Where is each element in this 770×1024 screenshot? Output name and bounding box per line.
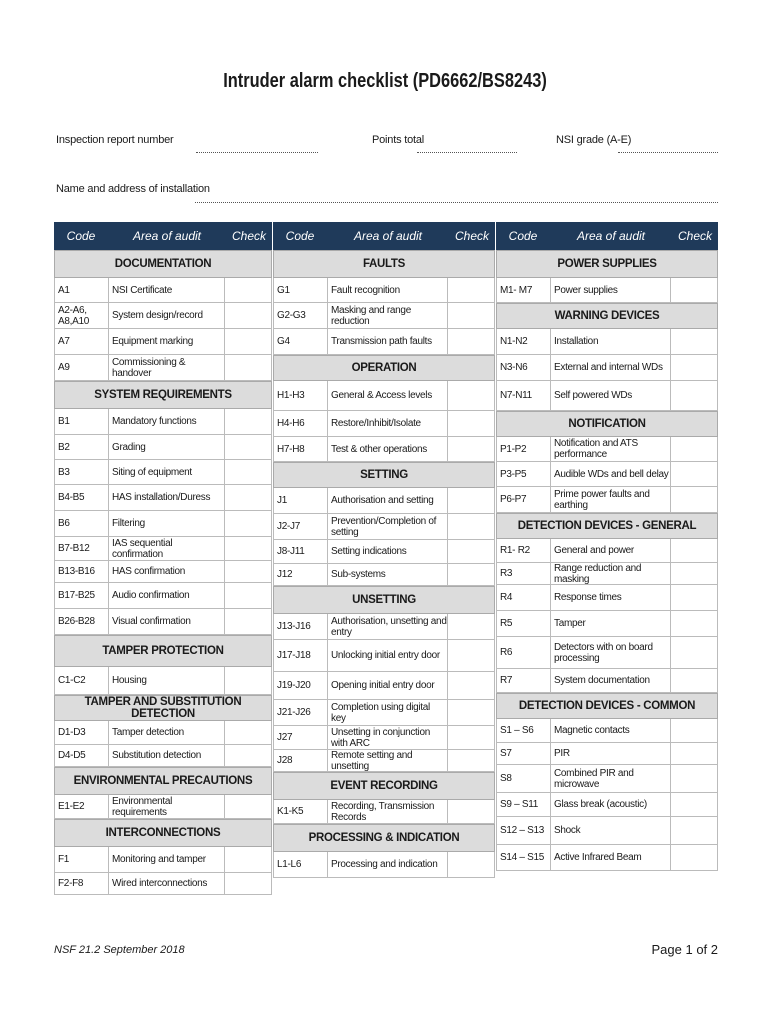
- section-heading: SYSTEM REQUIREMENTS: [54, 381, 272, 409]
- name-address-field[interactable]: [195, 202, 718, 203]
- checklist-row: [54, 745, 272, 767]
- checklist-column-2: [273, 222, 495, 878]
- row-area: Transmission path faults: [328, 329, 448, 354]
- checklist-row: [496, 585, 718, 611]
- row-code: D4-D5: [55, 745, 109, 766]
- row-check-box[interactable]: [448, 750, 494, 771]
- row-code: H1-H3: [274, 381, 328, 410]
- row-code: R4: [497, 585, 551, 610]
- row-check-box[interactable]: [671, 669, 717, 692]
- row-code: B17-B25: [55, 583, 109, 608]
- column-header: [273, 222, 495, 250]
- header-check: Check: [677, 229, 712, 243]
- checklist-row: [273, 750, 495, 772]
- row-area: Visual confirmation: [109, 609, 225, 634]
- checklist-row: [273, 540, 495, 564]
- row-check-box[interactable]: [225, 435, 271, 459]
- row-check-box[interactable]: [225, 485, 271, 510]
- row-check-box[interactable]: [448, 488, 494, 513]
- row-check-box[interactable]: [671, 793, 717, 816]
- checklist-row: [54, 873, 272, 895]
- row-check-box[interactable]: [448, 278, 494, 302]
- row-code: B6: [55, 511, 109, 536]
- checklist-row: [496, 539, 718, 563]
- checklist-row: [496, 793, 718, 817]
- row-check-box[interactable]: [448, 411, 494, 436]
- row-check-box[interactable]: [225, 583, 271, 608]
- section-heading: PROCESSING & INDICATION: [273, 824, 495, 852]
- checklist-row: [54, 511, 272, 537]
- row-check-box[interactable]: [671, 563, 717, 584]
- row-area: Siting of equipment: [109, 460, 225, 484]
- checklist-row: [273, 672, 495, 700]
- row-check-box[interactable]: [448, 540, 494, 563]
- checklist-row: [273, 514, 495, 540]
- checklist-row: [496, 355, 718, 381]
- row-code: J17-J18: [274, 640, 328, 671]
- row-check-box[interactable]: [448, 514, 494, 539]
- checklist-row: [54, 485, 272, 511]
- checklist-row: [273, 381, 495, 411]
- header-code: Code: [508, 229, 538, 243]
- row-code: H4-H6: [274, 411, 328, 436]
- row-code: H7-H8: [274, 437, 328, 461]
- row-code: G1: [274, 278, 328, 302]
- row-code: B3: [55, 460, 109, 484]
- section-heading: FAULTS: [273, 250, 495, 278]
- row-code: S12 – S13: [497, 817, 551, 844]
- row-code: K1-K5: [274, 800, 328, 823]
- row-check-box[interactable]: [671, 437, 717, 461]
- row-check-box[interactable]: [448, 381, 494, 410]
- row-area: External and internal WDs: [551, 355, 671, 380]
- checklist-row: [496, 462, 718, 487]
- checklist-row: [496, 845, 718, 871]
- row-check-box[interactable]: [448, 614, 494, 639]
- row-area: Completion using digital key: [328, 700, 448, 725]
- row-check-box[interactable]: [225, 847, 271, 872]
- checklist-row: [54, 795, 272, 819]
- row-area: NSI Certificate: [109, 278, 225, 302]
- row-area: Unlocking initial entry door: [328, 640, 448, 671]
- row-check-box[interactable]: [671, 487, 717, 512]
- section-heading: POWER SUPPLIES: [496, 250, 718, 278]
- header-code: Code: [66, 229, 96, 243]
- row-area: Tamper: [551, 611, 671, 636]
- row-area: Remote setting and unsetting: [328, 750, 448, 771]
- section-heading: ENVIRONMENTAL PRECAUTIONS: [54, 767, 272, 795]
- row-area: System documentation: [551, 669, 671, 692]
- row-check-box[interactable]: [448, 640, 494, 671]
- checklist-row: [54, 460, 272, 485]
- row-area: Filtering: [109, 511, 225, 536]
- row-check-box[interactable]: [225, 667, 271, 694]
- row-code: S1 – S6: [497, 719, 551, 742]
- inspection-report-field[interactable]: [196, 152, 318, 153]
- header-check: Check: [454, 229, 489, 243]
- row-code: R1- R2: [497, 539, 551, 562]
- footer-page-number: Page 1 of 2: [651, 942, 718, 957]
- row-area: Wired interconnections: [109, 873, 225, 894]
- row-code: R3: [497, 563, 551, 584]
- row-check-box[interactable]: [671, 817, 717, 844]
- row-check-box[interactable]: [671, 462, 717, 486]
- checklist-row: [273, 488, 495, 514]
- row-area: Power supplies: [551, 278, 671, 302]
- row-code: J12: [274, 564, 328, 585]
- row-area: Audio confirmation: [109, 583, 225, 608]
- section-heading: DETECTION DEVICES - GENERAL: [496, 513, 718, 539]
- row-code: N7-N11: [497, 381, 551, 410]
- row-check-box[interactable]: [671, 611, 717, 636]
- row-area: Setting indications: [328, 540, 448, 563]
- column-header: [496, 222, 718, 250]
- row-area: Unsetting in conjunction with ARC: [328, 726, 448, 749]
- row-check-box[interactable]: [671, 329, 717, 354]
- row-code: C1-C2: [55, 667, 109, 694]
- row-area: Environmental requirements: [109, 795, 225, 818]
- row-code: J13-J16: [274, 614, 328, 639]
- checklist-row: [273, 640, 495, 672]
- row-code: B7-B12: [55, 537, 109, 560]
- header-area: Area of audit: [576, 229, 646, 243]
- row-check-box[interactable]: [225, 303, 271, 328]
- row-code: N1-N2: [497, 329, 551, 354]
- row-code: D1-D3: [55, 721, 109, 744]
- row-check-box[interactable]: [448, 700, 494, 725]
- checklist-row: [496, 669, 718, 693]
- row-area: Audible WDs and bell delay: [551, 462, 671, 486]
- section-heading: SETTING: [273, 462, 495, 488]
- section-heading: TAMPER AND SUBSTITUTION DETECTION: [54, 695, 272, 721]
- checklist-row: [273, 278, 495, 303]
- checklist-row: [496, 278, 718, 303]
- checklist-row: [496, 611, 718, 637]
- nsi-grade-field[interactable]: [618, 152, 718, 153]
- row-check-box[interactable]: [671, 719, 717, 742]
- row-code: F2-F8: [55, 873, 109, 894]
- row-code: A7: [55, 329, 109, 354]
- checklist-row: [54, 537, 272, 561]
- checklist-row: [496, 817, 718, 845]
- row-check-box[interactable]: [448, 800, 494, 823]
- row-area: Combined PIR and microwave: [551, 765, 671, 792]
- checklist-row: [54, 409, 272, 435]
- row-check-box[interactable]: [448, 852, 494, 877]
- row-area: Response times: [551, 585, 671, 610]
- row-check-box[interactable]: [671, 743, 717, 764]
- row-check-box[interactable]: [671, 278, 717, 302]
- checklist-row: [54, 667, 272, 695]
- checklist-row: [273, 411, 495, 437]
- checklist-row: [273, 303, 495, 329]
- section-heading: TAMPER PROTECTION: [54, 635, 272, 667]
- checklist-row: [54, 583, 272, 609]
- header-area: Area of audit: [353, 229, 423, 243]
- row-code: S9 – S11: [497, 793, 551, 816]
- row-code: J27: [274, 726, 328, 749]
- row-code: B26-B28: [55, 609, 109, 634]
- row-area: PIR: [551, 743, 671, 764]
- row-area: Self powered WDs: [551, 381, 671, 410]
- row-area: Mandatory functions: [109, 409, 225, 434]
- row-code: A9: [55, 355, 109, 380]
- checklist-row: [496, 743, 718, 765]
- row-area: Tamper detection: [109, 721, 225, 744]
- row-area: Notification and ATS performance: [551, 437, 671, 461]
- row-area: HAS installation/Duress: [109, 485, 225, 510]
- row-check-box[interactable]: [671, 845, 717, 870]
- checklist-row: [273, 329, 495, 355]
- row-check-box[interactable]: [448, 303, 494, 328]
- points-total-label: Points total: [372, 134, 425, 146]
- points-total-field[interactable]: [417, 152, 517, 153]
- row-check-box[interactable]: [225, 329, 271, 354]
- row-area: General & Access levels: [328, 381, 448, 410]
- row-code: S14 – S15: [497, 845, 551, 870]
- checklist-row: [273, 700, 495, 726]
- header-area: Area of audit: [132, 229, 202, 243]
- row-code: M1- M7: [497, 278, 551, 302]
- row-code: L1-L6: [274, 852, 328, 877]
- row-area: Detectors with on board processing: [551, 637, 671, 668]
- row-check-box[interactable]: [225, 795, 271, 818]
- checklist-row: [496, 329, 718, 355]
- row-area: Monitoring and tamper: [109, 847, 225, 872]
- row-code: E1-E2: [55, 795, 109, 818]
- row-area: Installation: [551, 329, 671, 354]
- section-heading: UNSETTING: [273, 586, 495, 614]
- checklist-row: [54, 609, 272, 635]
- row-check-box[interactable]: [448, 564, 494, 585]
- row-code: J8-J11: [274, 540, 328, 563]
- row-code: P3-P5: [497, 462, 551, 486]
- row-check-box[interactable]: [225, 745, 271, 766]
- row-area: Housing: [109, 667, 225, 694]
- row-code: A1: [55, 278, 109, 302]
- row-check-box[interactable]: [671, 765, 717, 792]
- row-area: Prevention/Completion of setting: [328, 514, 448, 539]
- row-area: Grading: [109, 435, 225, 459]
- row-code: B2: [55, 435, 109, 459]
- row-code: N3-N6: [497, 355, 551, 380]
- row-check-box[interactable]: [225, 537, 271, 560]
- row-code: J2-J7: [274, 514, 328, 539]
- row-code: S8: [497, 765, 551, 792]
- row-code: P6-P7: [497, 487, 551, 512]
- row-code: S7: [497, 743, 551, 764]
- row-check-box[interactable]: [225, 873, 271, 894]
- checklist-row: [54, 847, 272, 873]
- row-code: J19-J20: [274, 672, 328, 699]
- checklist-row: [54, 278, 272, 303]
- row-code: J28: [274, 750, 328, 771]
- checklist-row: [496, 437, 718, 462]
- section-heading: OPERATION: [273, 355, 495, 381]
- checklist-row: [496, 765, 718, 793]
- section-heading: DOCUMENTATION: [54, 250, 272, 278]
- checklist-row: [54, 303, 272, 329]
- header-code: Code: [285, 229, 315, 243]
- row-code: R6: [497, 637, 551, 668]
- checklist-row: [273, 564, 495, 586]
- section-heading: DETECTION DEVICES - COMMON: [496, 693, 718, 719]
- checklist-row: [273, 800, 495, 824]
- row-area: Active Infrared Beam: [551, 845, 671, 870]
- checklist-row: [54, 329, 272, 355]
- row-area: Authorisation and setting: [328, 488, 448, 513]
- row-code: P1-P2: [497, 437, 551, 461]
- section-heading: NOTIFICATION: [496, 411, 718, 437]
- row-area: Authorisation, unsetting and entry: [328, 614, 448, 639]
- row-check-box[interactable]: [671, 585, 717, 610]
- row-code: G4: [274, 329, 328, 354]
- document-title: Intruder alarm checklist (PD6662/BS8243): [223, 70, 547, 92]
- checklist-row: [273, 614, 495, 640]
- nsi-grade-label: NSI grade (A-E): [556, 134, 632, 146]
- row-check-box[interactable]: [225, 355, 271, 380]
- section-heading: INTERCONNECTIONS: [54, 819, 272, 847]
- row-code: B13-B16: [55, 561, 109, 582]
- row-code: B4-B5: [55, 485, 109, 510]
- row-check-box[interactable]: [671, 381, 717, 410]
- row-check-box[interactable]: [448, 437, 494, 461]
- checklist-row: [496, 637, 718, 669]
- row-area: Recording, Transmission Records: [328, 800, 448, 823]
- row-check-box[interactable]: [225, 409, 271, 434]
- checklist-row: [496, 487, 718, 513]
- checklist-row: [273, 852, 495, 878]
- row-code: B1: [55, 409, 109, 434]
- row-area: Restore/Inhibit/Isolate: [328, 411, 448, 436]
- row-area: Glass break (acoustic): [551, 793, 671, 816]
- row-check-box[interactable]: [671, 355, 717, 380]
- checklist-row: [54, 721, 272, 745]
- row-check-box[interactable]: [225, 511, 271, 536]
- checklist-row: [496, 563, 718, 585]
- row-check-box[interactable]: [225, 609, 271, 634]
- checklist-row: [273, 726, 495, 750]
- row-check-box[interactable]: [225, 721, 271, 744]
- row-area: Substitution detection: [109, 745, 225, 766]
- row-code: R7: [497, 669, 551, 692]
- row-code: G2-G3: [274, 303, 328, 328]
- row-area: Equipment marking: [109, 329, 225, 354]
- row-check-box[interactable]: [225, 460, 271, 484]
- inspection-report-label: Inspection report number: [56, 134, 174, 146]
- row-check-box[interactable]: [225, 278, 271, 302]
- row-code: J1: [274, 488, 328, 513]
- column-header: [54, 222, 272, 250]
- row-check-box[interactable]: [225, 561, 271, 582]
- row-area: Shock: [551, 817, 671, 844]
- checklist-row: [54, 355, 272, 381]
- checklist-column-3: [496, 222, 718, 871]
- checklist-column-1: [54, 222, 272, 895]
- row-check-box[interactable]: [671, 637, 717, 668]
- row-area: Sub-systems: [328, 564, 448, 585]
- row-area: HAS confirmation: [109, 561, 225, 582]
- row-area: Masking and range reduction: [328, 303, 448, 328]
- section-heading: EVENT RECORDING: [273, 772, 495, 800]
- row-area: General and power: [551, 539, 671, 562]
- checklist-row: [496, 719, 718, 743]
- section-heading: WARNING DEVICES: [496, 303, 718, 329]
- row-code: F1: [55, 847, 109, 872]
- row-check-box[interactable]: [448, 726, 494, 749]
- row-area: Range reduction and masking: [551, 563, 671, 584]
- row-area: Commissioning & handover: [109, 355, 225, 380]
- row-area: Test & other operations: [328, 437, 448, 461]
- row-code: A2-A6, A8,A10: [55, 303, 109, 328]
- row-code: R5: [497, 611, 551, 636]
- row-area: Processing and indication: [328, 852, 448, 877]
- row-area: Prime power faults and earthing: [551, 487, 671, 512]
- checklist-row: [273, 437, 495, 462]
- row-check-box[interactable]: [448, 329, 494, 354]
- row-area: Magnetic contacts: [551, 719, 671, 742]
- row-area: Fault recognition: [328, 278, 448, 302]
- row-area: System design/record: [109, 303, 225, 328]
- row-check-box[interactable]: [448, 672, 494, 699]
- row-area: IAS sequential confirmation: [109, 537, 225, 560]
- checklist-row: [54, 561, 272, 583]
- checklist-row: [54, 435, 272, 460]
- row-check-box[interactable]: [671, 539, 717, 562]
- name-address-label: Name and address of installation: [56, 183, 210, 195]
- row-area: Opening initial entry door: [328, 672, 448, 699]
- footer-version: NSF 21.2 September 2018: [54, 944, 185, 956]
- checklist-row: [496, 381, 718, 411]
- header-check: Check: [231, 229, 266, 243]
- row-code: J21-J26: [274, 700, 328, 725]
